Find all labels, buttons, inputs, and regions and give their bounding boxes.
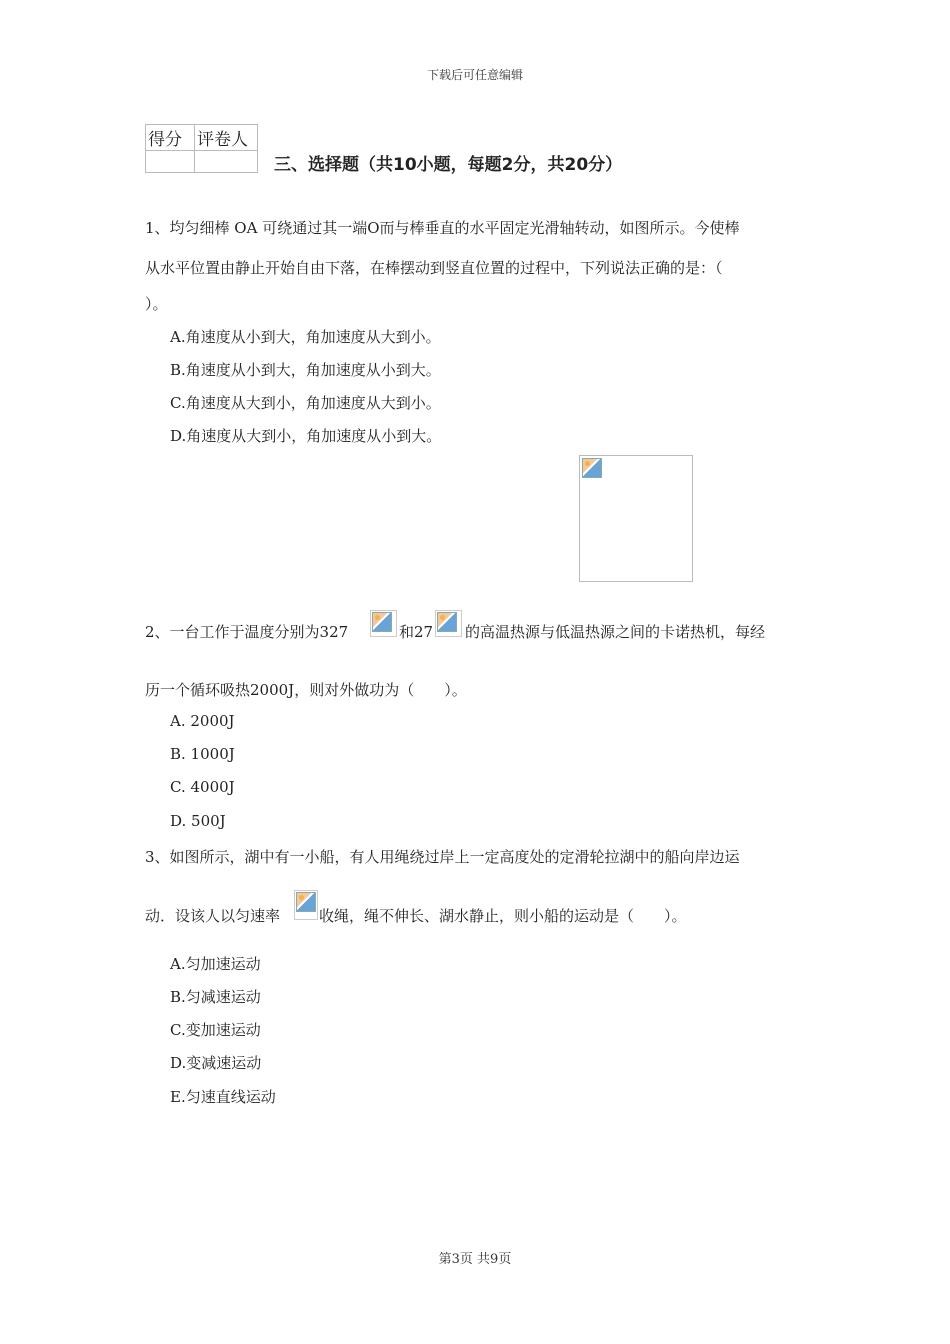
q1-line3: ）。 [145,295,168,313]
q3-option-c: C.变加速运动 [170,1021,261,1039]
q2-option-d: D. 500J [170,812,226,830]
q2-option-c: C. 4000J [170,778,235,796]
broken-image-icon [372,612,392,632]
q3-speed-symbol-frame [294,890,318,920]
q3-option-b: B.匀减速运动 [170,988,261,1006]
score-table [145,124,258,173]
broken-image-icon [437,612,457,632]
q1-option-d: D.角速度从大到小，角加速度从小到大。 [170,427,442,445]
q3-option-d: D.变减速运动 [170,1054,262,1072]
q1-figure-frame [579,455,693,582]
q2-line2: 历一个循环吸热2000J，则对外做功为（ ）。 [145,681,467,699]
q1-option-b: B.角速度从小到大，角加速度从小到大。 [170,361,441,379]
section-title: 三、选择题（共10小题，每题2分，共20分） [274,155,623,175]
q1-line1: 1、均匀细棒 OA 可绕通过其一端O而与棒垂直的水平固定光滑轴转动，如图所示。今使棒 [145,219,740,237]
q2-temp-unit-frame [370,610,397,637]
grader-cell [195,151,258,173]
q2-line1-part-a: 2、一台工作于温度分别为327 [145,623,349,641]
q1-option-a: A.角速度从小到大，角加速度从大到小。 [170,328,441,346]
q2-option-b: B. 1000J [170,745,235,763]
page-footer: 第3页 共9页 [438,1252,512,1267]
q3-line2-part-a: 动．设该人以匀速率 [145,907,281,925]
q3-line2-part-b: 收绳，绳不伸长、湖水静止，则小船的运动是（ ）。 [319,907,687,925]
q3-line1: 3、如图所示，湖中有一小船，有人用绳绕过岸上一定高度处的定滑轮拉湖中的船向岸边运 [145,848,740,866]
q3-option-e: E.匀速直线运动 [170,1088,276,1106]
broken-image-icon [582,458,602,478]
q2-line1-part-b: 和27 [399,623,434,641]
score-label: 得分 [146,125,195,151]
q2-line1-part-c: 的高温热源与低温热源之间的卡诺热机，每经 [465,623,766,641]
page-header: 下载后可任意编辑 [426,68,523,82]
q1-line2: 从水平位置由静止开始自由下落，在棒摆动到竖直位置的过程中，下列说法正确的是：（ [145,259,723,277]
q2-temp-unit-frame [435,610,462,637]
q1-option-c: C.角速度从大到小，角加速度从大到小。 [170,394,441,412]
grader-label: 评卷人 [195,125,258,151]
q2-option-a: A. 2000J [170,712,235,730]
broken-image-icon [296,892,316,912]
score-cell [146,151,195,173]
q3-option-a: A.匀加速运动 [170,955,261,973]
